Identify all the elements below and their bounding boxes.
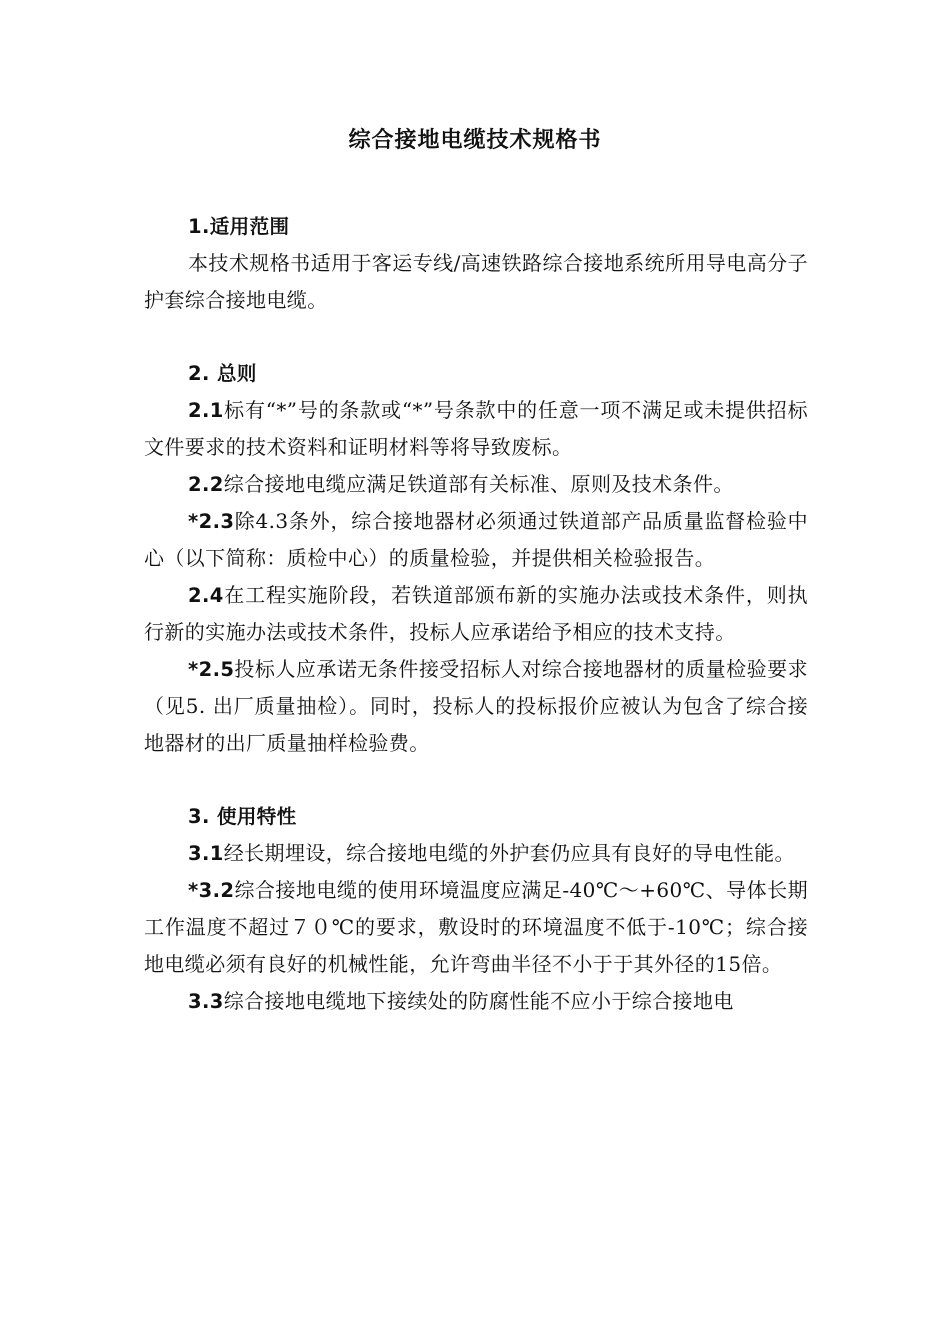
clause-2-4 <box>144 577 808 651</box>
clause-2-3 <box>144 503 808 577</box>
clause-number: 2.1 <box>188 399 224 422</box>
clause-number: 3.3 <box>188 990 224 1013</box>
clause-text: 投标人应承诺无条件接受招标人对综合接地器材的质量检验要求（见5. 出厂质量抽检）。同时，投标人的投标报价应被认为包含了综合接地器材的出厂质量抽样检验费。 <box>144 657 808 755</box>
clause-number: *2.3 <box>188 510 235 533</box>
clause-2-5 <box>144 651 808 762</box>
clause-number: 2.2 <box>188 473 224 496</box>
clause-2-1 <box>144 392 808 466</box>
clause-text: 标有“*”号的条款或“*”号条款中的任意一项不满足或未提供招标文件要求的技术资料和证明材料等将导致废标。 <box>144 398 808 459</box>
document-title: 综合接地电缆技术规格书 <box>348 128 602 153</box>
clause-text: 综合接地电缆地下接续处的防腐性能不应小于综合接地电 <box>223 989 734 1013</box>
clause-2-2 <box>144 466 808 503</box>
clause-number: 2.4 <box>188 584 224 607</box>
clause-number: *2.5 <box>188 658 235 681</box>
section-3-heading: 3. 使用特性 <box>188 805 297 828</box>
clause-3-2 <box>144 872 808 983</box>
section-1-paragraph-1 <box>144 245 808 319</box>
clause-text: 综合接地电缆的使用环境温度应满足-40℃～+60℃、导体长期工作温度不超过７０℃的要求，敷设时的环境温度不低于-10℃；综合接地电缆必须有良好的机械性能，允许弯曲半径不小于于其外径的15倍。 <box>144 878 808 976</box>
document-body <box>144 208 808 1020</box>
clause-number: *3.2 <box>188 879 235 902</box>
clause-text: 经长期埋设，综合接地电缆的外护套仍应具有良好的导电性能。 <box>223 841 795 865</box>
clause-text: 综合接地电缆应满足铁道部有关标准、原则及技术条件。 <box>223 472 734 496</box>
clause-text: 在工程实施阶段，若铁道部颁布新的实施办法或技术条件，则执行新的实施办法或技术条件，投标人应承诺给予相应的技术支持。 <box>144 583 808 644</box>
clause-number: 3.1 <box>188 842 224 865</box>
clause-text: 除4.3条外，综合接地器材必须通过铁道部产品质量监督检验中心（以下简称：质检中心）的质量检验，并提供相关检验报告。 <box>144 509 808 570</box>
clause-3-3 <box>144 983 808 1020</box>
section-1-heading: 1.适用范围 <box>188 215 290 238</box>
paragraph-text: 本技术规格书适用于客运专线/高速铁路综合接地系统所用导电高分子护套综合接地电缆。 <box>144 251 808 312</box>
clause-3-1 <box>144 835 808 872</box>
section-2-heading: 2. 总则 <box>188 362 257 385</box>
